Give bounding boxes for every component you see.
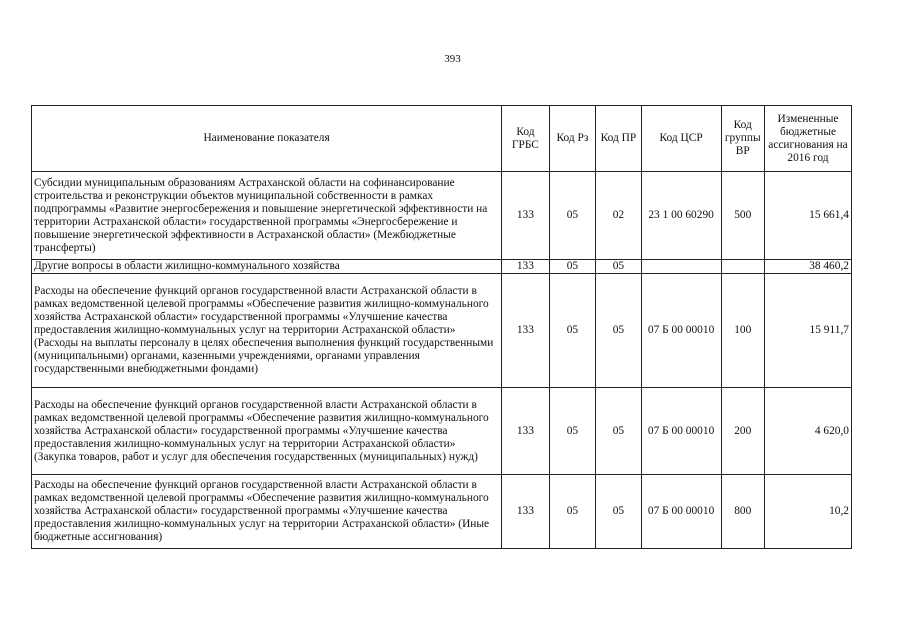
row-csr: 07 Б 00 00010 xyxy=(641,475,721,549)
row-grbs: 133 xyxy=(502,172,550,260)
header-csr: Код ЦСР xyxy=(641,106,721,172)
row-pr: 05 xyxy=(596,388,641,475)
row-name: Расходы на обеспечение функций органов государственной власти Астраханской области в рамках ведомственной целевой программы «Обеспечение развития жилищно-коммунального хозяйства Астраханской области» государственной программы «Улучшение качества предоставления жилищно-коммунальных услуг на территории Астраханской области» (Иные бюджетные ассигнования) xyxy=(32,475,502,549)
header-pr: Код ПР xyxy=(596,106,641,172)
row-csr: 07 Б 00 00010 xyxy=(641,274,721,388)
header-sum: Измененные бюджетные ассигнования на 2016 год xyxy=(765,106,852,172)
header-rz: Код Рз xyxy=(549,106,596,172)
row-rz: 05 xyxy=(549,260,596,274)
table-row xyxy=(32,388,852,475)
row-rz: 05 xyxy=(549,172,596,260)
row-grbs: 133 xyxy=(502,274,550,388)
header-grbs: Код ГРБС xyxy=(502,106,550,172)
header-vr: Код группы ВР xyxy=(721,106,764,172)
row-vr: 800 xyxy=(721,475,764,549)
page-number: 393 xyxy=(444,53,461,65)
row-name: Расходы на обеспечение функций органов государственной власти Астраханской области в рамках ведомственной целевой программы «Обеспечение развития жилищно-коммунального хозяйства Астраханской области» государственной программы «Улучшение качества предоставления жилищно-коммунальных услуг на территории Астраханской области» (Закупка товаров, работ и услуг для обеспечения государственных (муниципальных) нужд) xyxy=(32,388,502,475)
row-sum: 10,2 xyxy=(765,475,852,549)
row-name: Расходы на обеспечение функций органов государственной власти Астраханской области в рамках ведомственной целевой программы «Обеспечение развития жилищно-коммунального хозяйства Астраханской области» государственной программы «Улучшение качества предоставления жилищно-коммунальных услуг на территории Астраханской области» (Расходы на выплаты персоналу в целях обеспечения выполнения функций государственными (муниципальными) органами, казенными учреждениями, органами управления государственными внебюджетными фондами) xyxy=(32,274,502,388)
row-name: Другие вопросы в области жилищно-коммунального хозяйства xyxy=(32,260,502,274)
row-vr: 500 xyxy=(721,172,764,260)
row-csr: 23 1 00 60290 xyxy=(641,172,721,260)
budget-table xyxy=(31,105,852,549)
row-name: Субсидии муниципальным образованиям Астраханской области на софинансирование строительства и реконструкции объектов муниципальной собственности в рамках подпрограммы «Развитие энергосбережения и повышение энергетической эффективности на территории Астраханской области» государственной программы «Энергосбережение и повышение энергетической эффективности в Астраханской области» (Межбюджетные трансферты) xyxy=(32,172,502,260)
row-sum: 38 460,2 xyxy=(765,260,852,274)
row-rz: 05 xyxy=(549,475,596,549)
row-pr: 05 xyxy=(596,260,641,274)
row-pr: 05 xyxy=(596,475,641,549)
row-sum: 15 911,7 xyxy=(765,274,852,388)
table-row xyxy=(32,475,852,549)
row-pr: 02 xyxy=(596,172,641,260)
row-rz: 05 xyxy=(549,274,596,388)
table-row xyxy=(32,274,852,388)
row-sum: 4 620,0 xyxy=(765,388,852,475)
row-pr: 05 xyxy=(596,274,641,388)
row-sum: 15 661,4 xyxy=(765,172,852,260)
row-vr xyxy=(721,260,764,274)
header-name: Наименование показателя xyxy=(32,106,502,172)
table-row xyxy=(32,260,852,274)
row-vr: 200 xyxy=(721,388,764,475)
row-csr xyxy=(641,260,721,274)
row-vr: 100 xyxy=(721,274,764,388)
row-grbs: 133 xyxy=(502,388,550,475)
table-header-row xyxy=(32,106,852,172)
row-csr: 07 Б 00 00010 xyxy=(641,388,721,475)
row-grbs: 133 xyxy=(502,475,550,549)
table-row xyxy=(32,172,852,260)
row-rz: 05 xyxy=(549,388,596,475)
row-grbs: 133 xyxy=(502,260,550,274)
